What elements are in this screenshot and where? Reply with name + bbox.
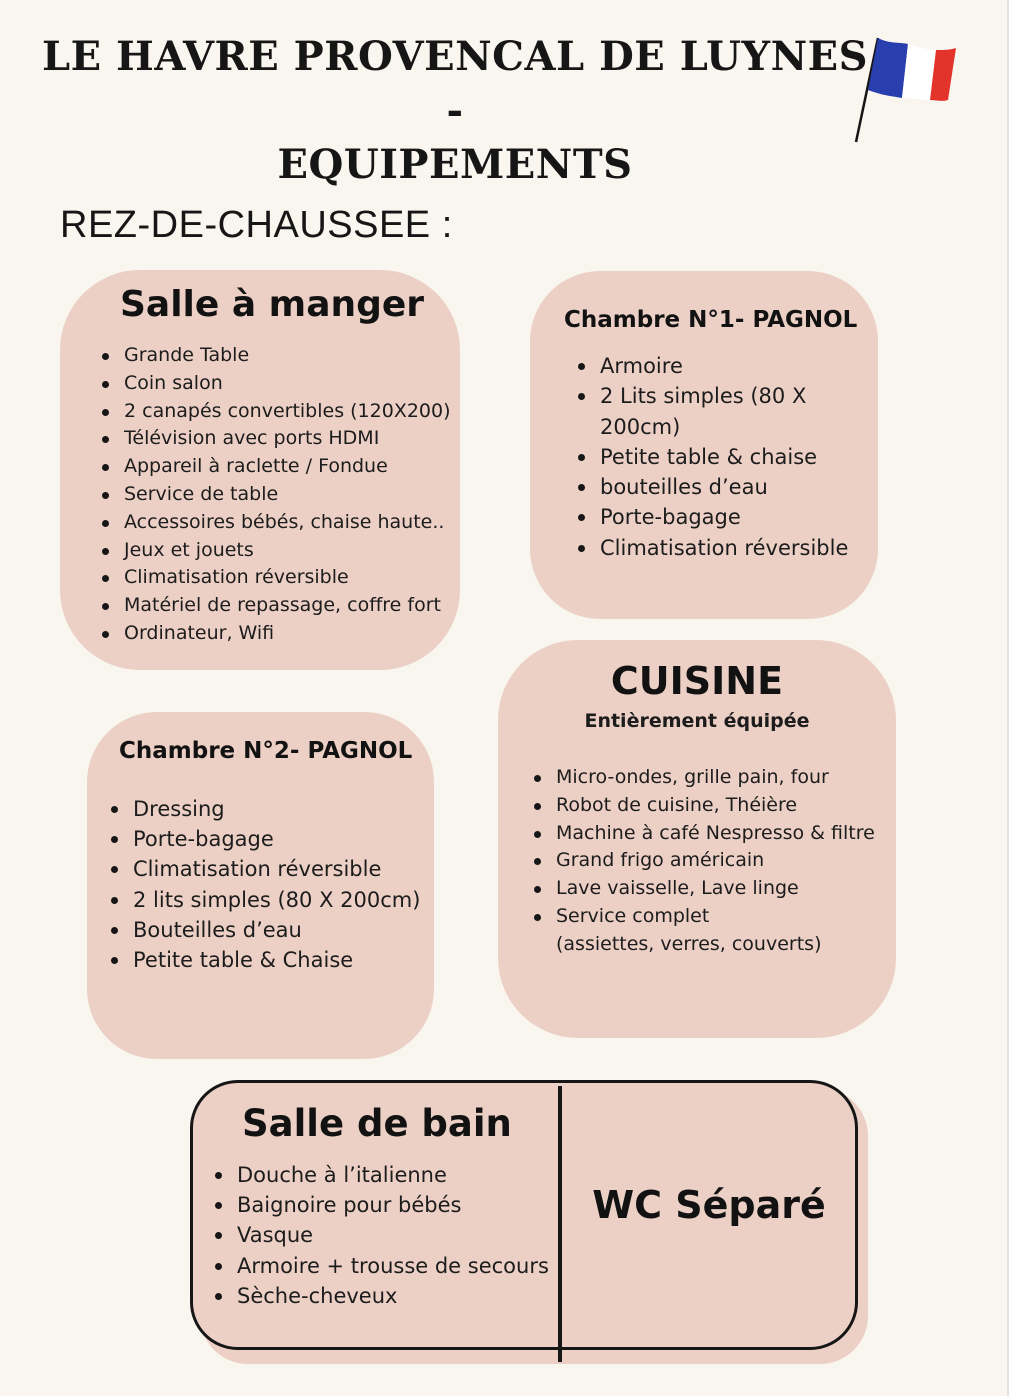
list-item: Porte-bagage <box>109 824 434 854</box>
list-item: bouteilles d’eau <box>576 472 878 502</box>
list-item: Climatisation réversible <box>576 533 878 563</box>
salle-a-manger-title: Salle à manger <box>120 284 425 325</box>
cuisine-card <box>498 640 896 1038</box>
cuisine-subtitle: Entièrement équipée <box>584 710 810 732</box>
list-item: Service de table <box>100 481 460 509</box>
list-item: Sèche-cheveux <box>212 1281 552 1311</box>
list-item: Bouteilles d’eau <box>109 915 434 945</box>
list-item: Ordinateur, Wifi <box>100 620 460 648</box>
salle-a-manger-card <box>60 270 460 670</box>
list-item: 2 canapés convertibles (120X200) <box>100 398 460 426</box>
list-item: Climatisation réversible <box>109 854 434 884</box>
chambre-1-card <box>530 271 878 619</box>
list-item: Robot de cuisine, Théière <box>532 792 896 820</box>
list-item: Grande Table <box>100 342 460 370</box>
title-line-1: LE HAVRE PROVENCAL DE LUYNES - <box>41 33 869 134</box>
list-item: Machine à café Nespresso & filtre <box>532 820 896 848</box>
list-item: Douche à l’italienne <box>212 1160 552 1190</box>
list-item: Dressing <box>109 794 434 824</box>
salle-de-bain-title: Salle de bain <box>242 1102 512 1145</box>
bathroom-divider <box>558 1086 562 1362</box>
chambre-2-list <box>109 794 434 975</box>
list-item: Petite table & Chaise <box>109 945 434 975</box>
list-item: Lave vaisselle, Lave linge <box>532 875 896 903</box>
list-item: Petite table & chaise <box>576 442 878 472</box>
list-item: Climatisation réversible <box>100 564 460 592</box>
list-item: Porte-bagage <box>576 502 878 532</box>
cuisine-title: CUISINE <box>610 659 784 703</box>
list-item: Jeux et jouets <box>100 537 460 565</box>
list-item: 2 lits simples (80 X 200cm) <box>109 885 434 915</box>
salle-de-bain-list <box>212 1160 552 1311</box>
list-item: Baignoire pour bébés <box>212 1190 552 1220</box>
chambre-2-card <box>87 712 434 1059</box>
list-item: Micro-ondes, grille pain, four <box>532 764 896 792</box>
list-item: 2 Lits simples (80 X 200cm) <box>576 381 878 442</box>
page-title <box>40 30 870 192</box>
cuisine-note: (assiettes, verres, couverts) <box>556 932 822 955</box>
flag-blue-stripe <box>868 38 908 98</box>
list-item: Télévision avec ports HDMI <box>100 425 460 453</box>
list-item: Armoire <box>576 351 878 381</box>
chambre-2-title: Chambre N°2- PAGNOL <box>119 738 413 764</box>
list-item: Coin salon <box>100 370 460 398</box>
salle-a-manger-list <box>100 342 460 648</box>
list-item: Grand frigo américain <box>532 847 896 875</box>
list-item: Appareil à raclette / Fondue <box>100 453 460 481</box>
salle-de-bain-section <box>212 1100 552 1311</box>
cuisine-list <box>532 764 896 931</box>
list-item: Armoire + trousse de secours <box>212 1251 552 1281</box>
list-item: Vasque <box>212 1220 552 1250</box>
french-flag-icon <box>850 32 970 148</box>
section-heading: REZ-DE-CHAUSSEE : <box>60 204 453 246</box>
wc-title: WC Séparé <box>592 1183 826 1227</box>
title-line-2: EQUIPEMENTS <box>277 141 633 188</box>
list-item: Matériel de repassage, coffre fort <box>100 592 460 620</box>
list-item: Service complet <box>532 903 896 931</box>
flag-white-stripe <box>902 44 936 100</box>
chambre-1-title: Chambre N°1- PAGNOL <box>564 307 858 333</box>
list-item: Accessoires bébés, chaise haute.. <box>100 509 460 537</box>
chambre-1-list <box>576 351 878 563</box>
